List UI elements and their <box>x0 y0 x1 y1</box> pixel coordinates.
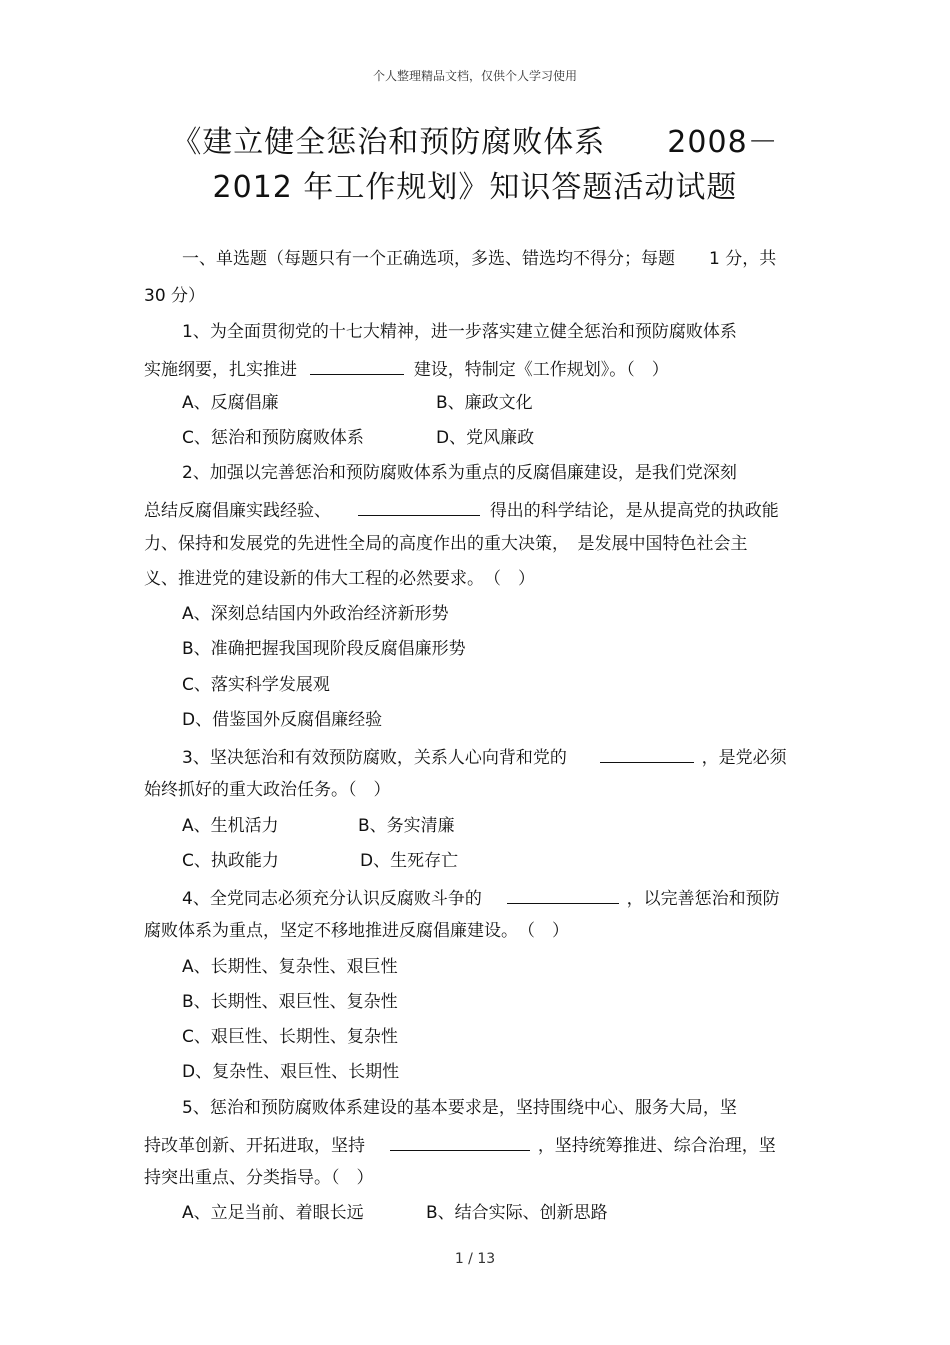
answer-blank <box>358 497 480 516</box>
document-title-line-1: 《建立健全惩治和预防腐败体系 2008－ <box>171 125 779 160</box>
section-heading: 一、单选题（每题只有一个正确选项，多选、错选均不得分；每题 1 分，共 <box>182 249 777 269</box>
question-2-stem: 2、加强以完善惩治和预防腐败体系为重点的反腐倡廉建设，是我们党深刻 <box>182 463 737 483</box>
question-3-stem: 3、坚决惩治和有效预防腐败，关系人心向背和党的 ，是党必须 <box>182 744 787 769</box>
question-1-option-c: C、惩治和预防腐败体系 <box>182 428 364 448</box>
question-1-option-b: B、廉政文化 <box>436 393 533 413</box>
question-2-option-c: C、落实科学发展观 <box>182 675 330 695</box>
page-header: 个人整理精品文档，仅供个人学习使用 <box>372 69 577 83</box>
question-4-option-a: A、长期性、复杂性、艰巨性 <box>182 957 398 977</box>
document-title-line-2: 2012 年工作规划》知识答题活动试题 <box>212 170 738 205</box>
question-2-stem-cont: 力、保持和发展党的先进性全局的高度作出的重大决策， 是发展中国特色社会主 <box>144 534 748 554</box>
question-3-option-a: A、生机活力 <box>182 816 279 836</box>
question-3-option-b: B、务实清廉 <box>358 816 455 836</box>
question-2-option-b: B、准确把握我国现阶段反腐倡廉形势 <box>182 639 466 659</box>
question-5-stem-cont: 持突出重点、分类指导。（ ） <box>144 1168 374 1188</box>
question-5-stem: 5、惩治和预防腐败体系建设的基本要求是，坚持围绕中心、服务大局，坚 <box>182 1098 737 1118</box>
question-4-stem-cont: 腐败体系为重点，坚定不移地推进反腐倡廉建设。 （ ） <box>144 921 569 941</box>
question-5-option-b: B、结合实际、创新思路 <box>426 1203 608 1223</box>
question-5-option-a: A、立足当前、着眼长远 <box>182 1203 364 1223</box>
question-1-stem: 1、为全面贯彻党的十七大精神，进一步落实建立健全惩治和预防腐败体系 <box>182 322 737 342</box>
question-2-option-a: A、深刻总结国内外政治经济新形势 <box>182 604 449 624</box>
answer-blank <box>507 885 619 904</box>
question-4-stem: 4、全党同志必须充分认识反腐败斗争的 ，以完善惩治和预防 <box>182 885 780 910</box>
question-1-option-a: A、反腐倡廉 <box>182 393 279 413</box>
page-number: 1 / 13 <box>454 1251 496 1267</box>
question-1-stem-cont: 实施纲要，扎实推进 建设，特制定《工作规划》。（ ） <box>144 356 669 381</box>
question-3-stem-cont: 始终抓好的重大政治任务。（ ） <box>144 780 391 800</box>
question-2-stem-cont: 总结反腐倡廉实践经验、 得出的科学结论，是从提高党的执政能 <box>144 497 779 522</box>
answer-blank <box>390 1132 530 1151</box>
question-2-option-d: D、借鉴国外反腐倡廉经验 <box>182 710 383 730</box>
question-4-option-c: C、艰巨性、长期性、复杂性 <box>182 1027 398 1047</box>
question-1-option-d: D、党风廉政 <box>436 428 535 448</box>
question-5-stem-cont: 持改革创新、开拓进取，坚持 ，坚持统筹推进、综合治理，坚 <box>144 1132 776 1157</box>
section-heading-cont: 30 分） <box>144 286 206 306</box>
answer-blank <box>600 744 694 763</box>
answer-blank <box>310 356 404 375</box>
question-4-option-d: D、复杂性、艰巨性、长期性 <box>182 1062 400 1082</box>
question-2-stem-cont: 义、推进党的建设新的伟大工程的必然要求。 （ ） <box>144 569 535 589</box>
question-3-option-d: D、生死存亡 <box>360 851 459 871</box>
question-3-option-c: C、执政能力 <box>182 851 279 871</box>
question-4-option-b: B、长期性、艰巨性、复杂性 <box>182 992 398 1012</box>
